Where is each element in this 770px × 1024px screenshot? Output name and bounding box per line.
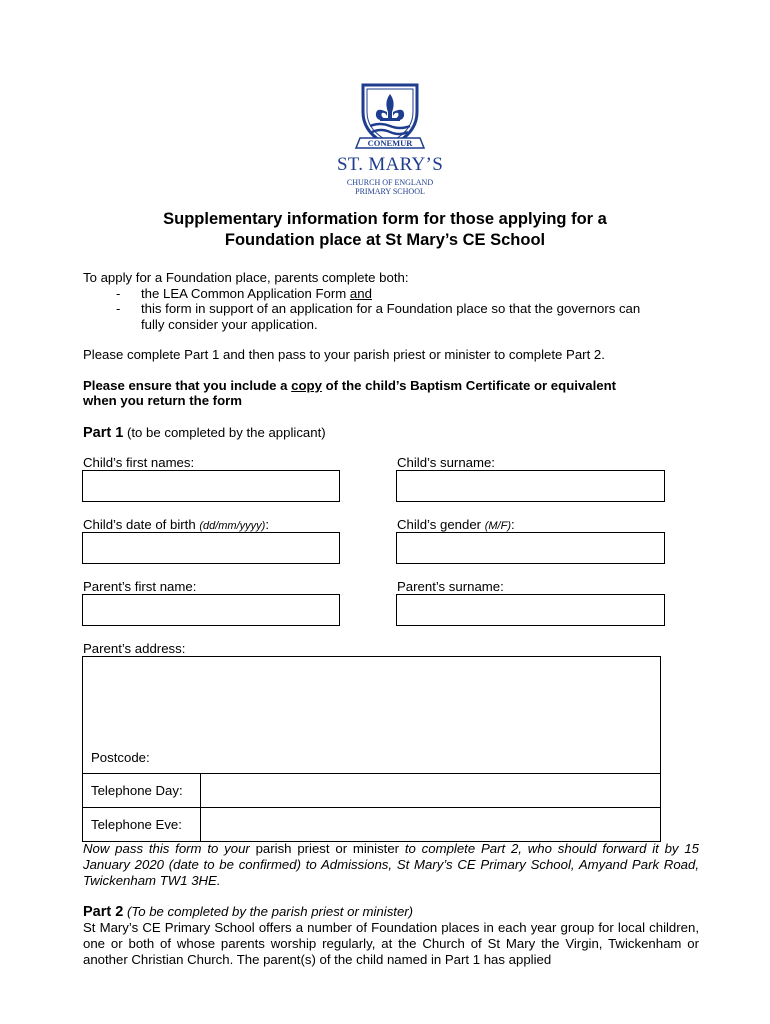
part1-label: Part 1 (83, 425, 124, 441)
part1-note: (to be completed by the applicant) (123, 425, 326, 440)
child-dob-hint: (dd/mm/yyyy) (199, 520, 266, 532)
forward-italic-1: Now pass this form to your (83, 841, 250, 856)
telephone-day-label: Telephone Day: (91, 783, 183, 798)
child-first-names-label: Child’s first names: (83, 455, 195, 470)
forward-italic-2: to complete Part 2, who should forward it by 15 January 2020 (date to be confirmed) to Admissions, St Mary’s CE Primary School, Amyand Park Road, Twickenham TW1 3HE. (83, 841, 700, 888)
child-dob-field[interactable] (82, 532, 340, 564)
child-dob-colon: : (265, 517, 269, 532)
part2-label: Part 2 (83, 904, 124, 920)
child-surname-field[interactable] (396, 470, 665, 502)
parent-surname-field[interactable] (396, 594, 665, 626)
intro-bullet-2-line-2: fully consider your application. (141, 317, 318, 332)
logo-subtitle-2: PRIMARY SCHOOL (355, 187, 425, 196)
intro-bullet-1-underlined: and (349, 286, 372, 301)
child-surname-label: Child’s surname: (397, 455, 495, 470)
ensure-prefix: Please ensure that you include a (83, 378, 292, 393)
intro-bullet-2-line-1: this form in support of an application for a Foundation place so that the governors can (141, 301, 641, 316)
school-logo (330, 82, 450, 197)
parent-address-label: Parent’s address: (83, 641, 186, 656)
parent-address-field[interactable] (83, 657, 660, 773)
postcode-label: Postcode: (91, 750, 150, 765)
logo-subtitle-1: CHURCH OF ENGLAND (346, 178, 434, 187)
instruction-text: Please complete Part 1 and then pass to your parish priest or minister to complete Part 2. (83, 347, 605, 362)
intro-bullet-1-text: the LEA Common Application Form (141, 286, 350, 301)
logo-school-name: ST. MARY’S (336, 154, 444, 175)
child-gender-text: Child’s gender (397, 517, 485, 532)
parent-first-name-field[interactable] (82, 594, 340, 626)
intro-lead: To apply for a Foundation place, parents complete both: (83, 270, 409, 285)
part2-body: St Mary’s CE Primary School offers a number of Foundation places in each year group for local children, one or both of whose parents worship regularly, at the Church of St Mary the Virgin, Twickenham or another Christian Church. The parent(s) of the child named in Part 1 has applied (83, 920, 699, 967)
child-first-names-field[interactable] (82, 470, 340, 502)
intro-bullet-1 (141, 286, 372, 302)
child-gender-hint: (M/F) (484, 520, 511, 532)
logo-motto: CONEMUR (367, 138, 413, 148)
ensure-line-2: when you return the form (83, 393, 242, 408)
child-dob-text: Child’s date of birth (83, 517, 200, 532)
child-gender-colon: : (511, 517, 515, 532)
part1-heading (83, 425, 326, 441)
form-title-line-2: Foundation place at St Mary’s CE School (224, 231, 546, 249)
part2-note: (To be completed by the parish priest or minister) (123, 904, 414, 919)
telephone-eve-label: Telephone Eve: (91, 817, 182, 832)
part2-heading (83, 904, 413, 920)
forward-instructions (83, 841, 699, 889)
child-gender-field[interactable] (396, 532, 665, 564)
parent-address-block (82, 656, 661, 842)
form-title (0, 209, 770, 251)
parent-first-name-label: Parent’s first name: (83, 579, 197, 594)
forward-normal: parish priest or minister (249, 841, 405, 856)
parent-surname-label: Parent’s surname: (397, 579, 504, 594)
telephone-eve-field[interactable] (201, 808, 660, 842)
bullet-dash: - (116, 286, 121, 301)
fleur-de-lis-shield-icon (330, 82, 450, 154)
telephone-day-field[interactable] (201, 774, 660, 807)
bullet-dash: - (116, 301, 121, 316)
ensure-underlined: copy (291, 378, 322, 393)
ensure-suffix: of the child’s Baptism Certificate or equivalent (321, 378, 617, 393)
form-title-line-1: Supplementary information form for those applying for a (163, 210, 607, 228)
ensure-line-1 (83, 378, 616, 394)
